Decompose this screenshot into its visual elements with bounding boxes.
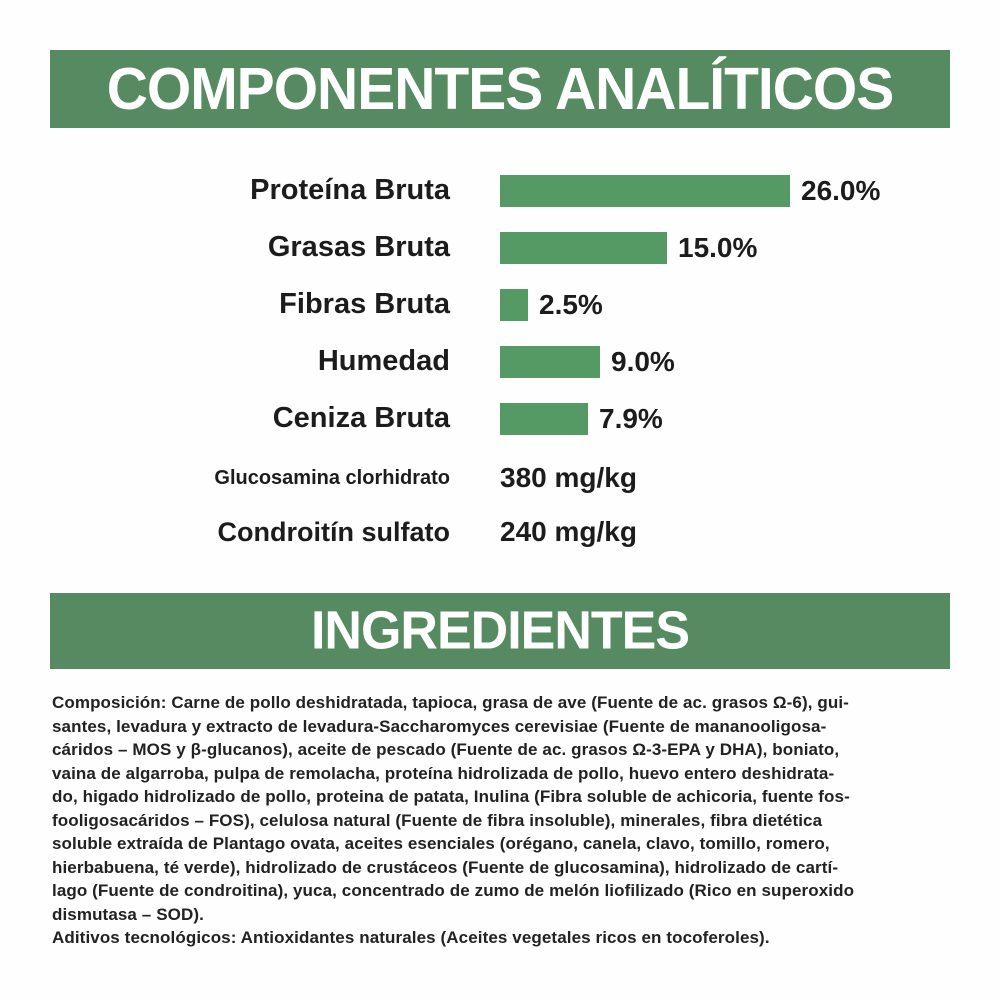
chart-row-grasas	[0, 219, 1000, 276]
paragraph-line: cáridos – MOS y β-glucanos), aceite de pescado (Fuente de ac. grasos Ω-3-EPA y DHA), boniato,	[52, 740, 840, 759]
value-label: 9.0%	[611, 345, 675, 377]
paragraph-line: Composición: Carne de pollo deshidratada, tapioca, grasa de ave (Fuente de ac. grasos Ω-6), gui-	[52, 693, 849, 712]
category-label: Fibras Bruta	[279, 288, 450, 320]
paragraph-line: hierbabuena, té verde), hidrolizado de crustáceos (Fuente de glucosamina), hidrolizado de cartí-	[52, 857, 839, 877]
value-label: 26.0%	[801, 174, 881, 206]
value-bar	[500, 289, 528, 321]
bar-wrap	[500, 289, 603, 321]
paragraph-line: soluble extraída de Plantago ovata, aceites esenciales (orégano, canela, clavo, tomillo, romero,	[52, 834, 830, 853]
chart-row-humedad	[0, 333, 1000, 390]
paragraph-line: Aditivos tecnológicos: Antioxidantes naturales (Aceites vegetales ricos en tocoferoles).	[52, 928, 770, 947]
paragraph-line: fooligosacáridos – FOS), celulosa natural (Fuente de fibra insoluble), minerales, fibra dietética	[52, 810, 823, 830]
value-bar	[500, 232, 667, 264]
chart-row-ceniza	[0, 390, 1000, 447]
chart-row-proteina	[0, 162, 1000, 219]
supplement-value: 380 mg/kg	[500, 462, 637, 493]
bar-wrap	[500, 403, 663, 435]
paragraph-line: dismutasa – SOD).	[52, 904, 204, 924]
category-label: Humedad	[317, 345, 450, 377]
value-bar	[500, 346, 600, 378]
analytics-banner	[50, 50, 950, 128]
row-glucosamina	[0, 453, 1000, 503]
row-condroitin	[0, 503, 1000, 561]
bar-wrap	[500, 232, 757, 264]
paragraph-line: vaina de algarroba, pulpa de remolacha, proteína hidrolizada de pollo, huevo entero deshidrata-	[52, 763, 835, 783]
supplement-label: Glucosamina clorhidrato	[214, 466, 450, 489]
analytics-bar-chart	[0, 162, 1000, 447]
supplement-value: 240 mg/kg	[500, 516, 637, 547]
value-bar	[500, 403, 588, 435]
ingredients-banner	[50, 593, 950, 669]
chart-row-fibras	[0, 276, 1000, 333]
paragraph-line: santes, levadura y extracto de levadura-Saccharomyces cerevisiae (Fuente de mananooligosa-	[52, 716, 827, 736]
category-label: Ceniza Bruta	[272, 402, 450, 434]
paragraph-line: do, higado hidrolizado de pollo, proteina de patata, Inulina (Fibra soluble de achicoria, fuente fos-	[52, 787, 850, 806]
value-label: 2.5%	[539, 288, 603, 320]
supplement-label: Condroitín sulfato	[217, 516, 450, 547]
value-label: 15.0%	[678, 231, 758, 263]
analytics-title: COMPONENTES ANALÍTICOS	[106, 55, 894, 123]
value-label: 7.9%	[599, 402, 663, 434]
bar-wrap	[500, 175, 880, 207]
paragraph-line: lago (Fuente de condroitina), yuca, concentrado de zumo de melón liofilizado (Rico en superoxido	[52, 881, 855, 900]
category-label: Proteína Bruta	[250, 174, 450, 206]
bar-wrap	[500, 346, 675, 378]
category-label: Grasas Bruta	[267, 231, 450, 263]
ingredients-paragraph	[52, 691, 950, 950]
ingredients-title: INGREDIENTES	[310, 600, 690, 662]
supplement-rows	[0, 453, 1000, 561]
value-bar	[500, 175, 790, 207]
